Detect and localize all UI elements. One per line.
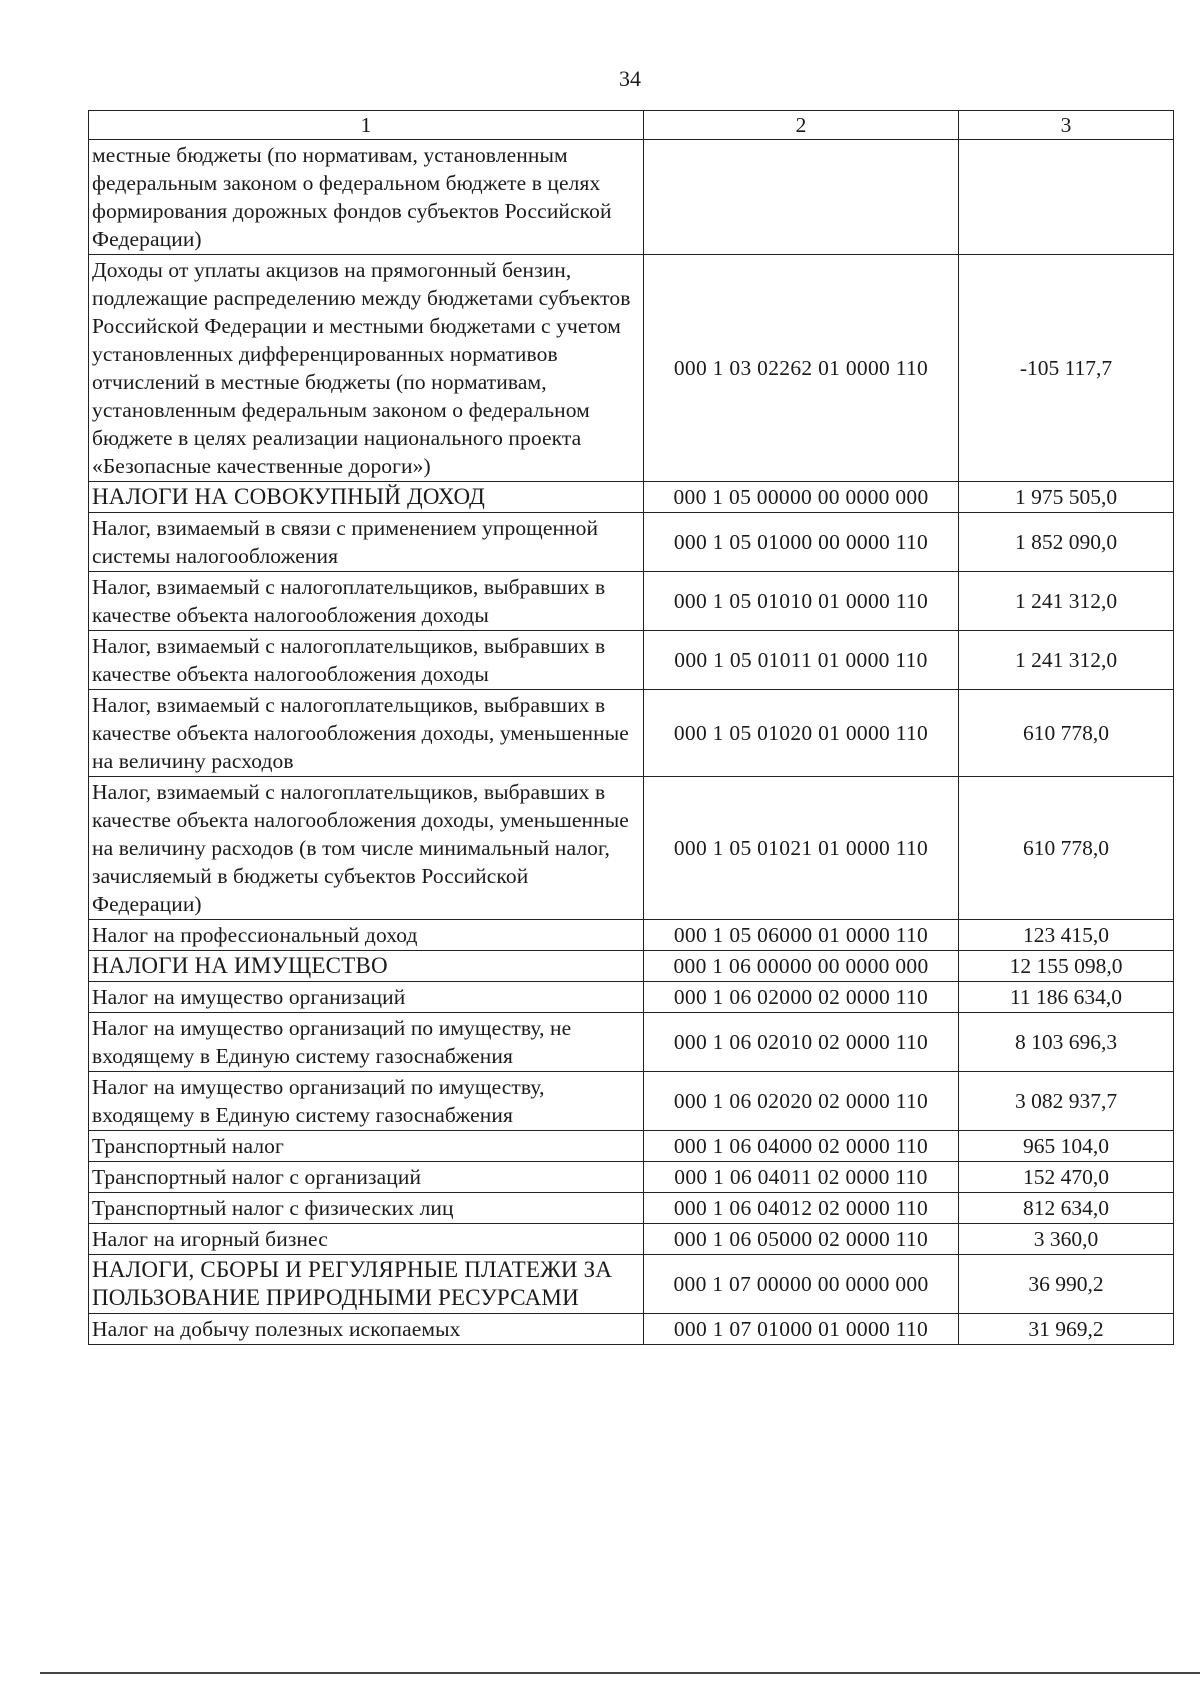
table-row (89, 631, 1174, 690)
row-name-cell: НАЛОГИ НА ИМУЩЕСТВО (89, 951, 644, 982)
row-code-cell: 000 1 05 06000 01 0000 110 (644, 920, 959, 951)
row-name-cell: Налог на добычу полезных ископаемых (89, 1314, 644, 1345)
row-amount-cell: 123 415,0 (959, 920, 1174, 951)
row-amount-cell: 3 082 937,7 (959, 1072, 1174, 1131)
table-row (89, 1193, 1174, 1224)
row-code-cell: 000 1 06 04012 02 0000 110 (644, 1193, 959, 1224)
row-code-cell: 000 1 07 01000 01 0000 110 (644, 1314, 959, 1345)
table-row-group (89, 482, 1174, 513)
row-amount-cell: 152 470,0 (959, 1162, 1174, 1193)
footer-divider (40, 1672, 1200, 1674)
row-code-cell: 000 1 05 01021 01 0000 110 (644, 777, 959, 920)
row-amount-cell: 11 186 634,0 (959, 982, 1174, 1013)
row-name-cell: Налог, взимаемый с налогоплательщиков, выбравших в качестве объекта налогообложения доходы (89, 631, 644, 690)
table-row (89, 1162, 1174, 1193)
row-amount-cell: 610 778,0 (959, 777, 1174, 920)
row-code-cell: 000 1 06 04011 02 0000 110 (644, 1162, 959, 1193)
row-code-cell: 000 1 05 00000 00 0000 000 (644, 482, 959, 513)
row-code-cell: 000 1 05 01010 01 0000 110 (644, 572, 959, 631)
table-row (89, 1224, 1174, 1255)
row-amount-cell: 610 778,0 (959, 690, 1174, 777)
row-amount-cell (959, 140, 1174, 255)
table-row (89, 255, 1174, 482)
table-row (89, 140, 1174, 255)
row-code-cell (644, 140, 959, 255)
table-row (89, 982, 1174, 1013)
row-amount-cell: -105 117,7 (959, 255, 1174, 482)
row-amount-cell: 1 241 312,0 (959, 631, 1174, 690)
row-code-cell: 000 1 06 02000 02 0000 110 (644, 982, 959, 1013)
row-code-cell: 000 1 06 04000 02 0000 110 (644, 1131, 959, 1162)
table-row (89, 572, 1174, 631)
row-amount-cell: 965 104,0 (959, 1131, 1174, 1162)
row-amount-cell: 36 990,2 (959, 1255, 1174, 1314)
row-name-cell: Налог, взимаемый в связи с применением упрощенной системы налогообложения (89, 513, 644, 572)
row-name-cell: Налог на имущество организаций (89, 982, 644, 1013)
row-code-cell: 000 1 05 01000 00 0000 110 (644, 513, 959, 572)
row-amount-cell: 31 969,2 (959, 1314, 1174, 1345)
row-amount-cell: 8 103 696,3 (959, 1013, 1174, 1072)
row-name-cell: Налог, взимаемый с налогоплательщиков, выбравших в качестве объекта налогообложения доходы (89, 572, 644, 631)
row-name-cell: Налог, взимаемый с налогоплательщиков, выбравших в качестве объекта налогообложения доходы, уменьшенные на величину расходов (89, 690, 644, 777)
row-code-cell: 000 1 06 02010 02 0000 110 (644, 1013, 959, 1072)
row-amount-cell: 1 241 312,0 (959, 572, 1174, 631)
column-header-code: 2 (644, 111, 959, 140)
table-row (89, 1314, 1174, 1345)
header-row (89, 111, 1174, 140)
row-amount-cell: 3 360,0 (959, 1224, 1174, 1255)
table-row (89, 1131, 1174, 1162)
row-name-cell: НАЛОГИ НА СОВОКУПНЫЙ ДОХОД (89, 482, 644, 513)
table-row-group (89, 1255, 1174, 1314)
page-number: 34 (619, 66, 641, 91)
table-row (89, 690, 1174, 777)
row-code-cell: 000 1 06 05000 02 0000 110 (644, 1224, 959, 1255)
table-body (89, 140, 1174, 1345)
row-name-cell: Налог на профессиональный доход (89, 920, 644, 951)
row-amount-cell: 12 155 098,0 (959, 951, 1174, 982)
row-name-cell: Налог на имущество организаций по имуществу, не входящему в Единую систему газоснабжения (89, 1013, 644, 1072)
row-code-cell: 000 1 06 00000 00 0000 000 (644, 951, 959, 982)
row-name-cell: НАЛОГИ, СБОРЫ И РЕГУЛЯРНЫЕ ПЛАТЕЖИ ЗА ПОЛЬЗОВАНИЕ ПРИРОДНЫМИ РЕСУРСАМИ (89, 1255, 644, 1314)
row-code-cell: 000 1 07 00000 00 0000 000 (644, 1255, 959, 1314)
row-name-cell: Налог, взимаемый с налогоплательщиков, выбравших в качестве объекта налогообложения доходы, уменьшенные на величину расходов (в том числе минимальный налог, зачисляемый в бюджеты субъектов Российской Федерации) (89, 777, 644, 920)
row-name-cell: Транспортный налог с организаций (89, 1162, 644, 1193)
column-header-amount: 3 (959, 111, 1174, 140)
table-row (89, 777, 1174, 920)
row-code-cell: 000 1 05 01020 01 0000 110 (644, 690, 959, 777)
column-header-name: 1 (89, 111, 644, 140)
row-amount-cell: 812 634,0 (959, 1193, 1174, 1224)
row-amount-cell: 1 975 505,0 (959, 482, 1174, 513)
table-row (89, 1072, 1174, 1131)
row-name-cell: Налог на игорный бизнес (89, 1224, 644, 1255)
row-name-cell: Налог на имущество организаций по имуществу, входящему в Единую систему газоснабжения (89, 1072, 644, 1131)
table-row (89, 1013, 1174, 1072)
table-row (89, 513, 1174, 572)
table-row (89, 920, 1174, 951)
revenue-table (88, 110, 1174, 1345)
row-code-cell: 000 1 05 01011 01 0000 110 (644, 631, 959, 690)
row-name-cell: Транспортный налог с физических лиц (89, 1193, 644, 1224)
row-code-cell: 000 1 03 02262 01 0000 110 (644, 255, 959, 482)
table-row-group (89, 951, 1174, 982)
row-name-cell: местные бюджеты (по нормативам, установленным федеральным законом о федеральном бюджете в целях формирования дорожных фондов субъектов Российской Федерации) (89, 140, 644, 255)
row-name-cell: Транспортный налог (89, 1131, 644, 1162)
row-code-cell: 000 1 06 02020 02 0000 110 (644, 1072, 959, 1131)
row-name-cell: Доходы от уплаты акцизов на прямогонный бензин, подлежащие распределению между бюджетами субъектов Российской Федерации и местными бюджетами с учетом установленных дифференцированных нормативов отчислений в местные бюджеты (по нормативам, установленным федеральным законом о федеральном бюджете в целях реализации национального проекта «Безопасные качественные дороги») (89, 255, 644, 482)
row-amount-cell: 1 852 090,0 (959, 513, 1174, 572)
